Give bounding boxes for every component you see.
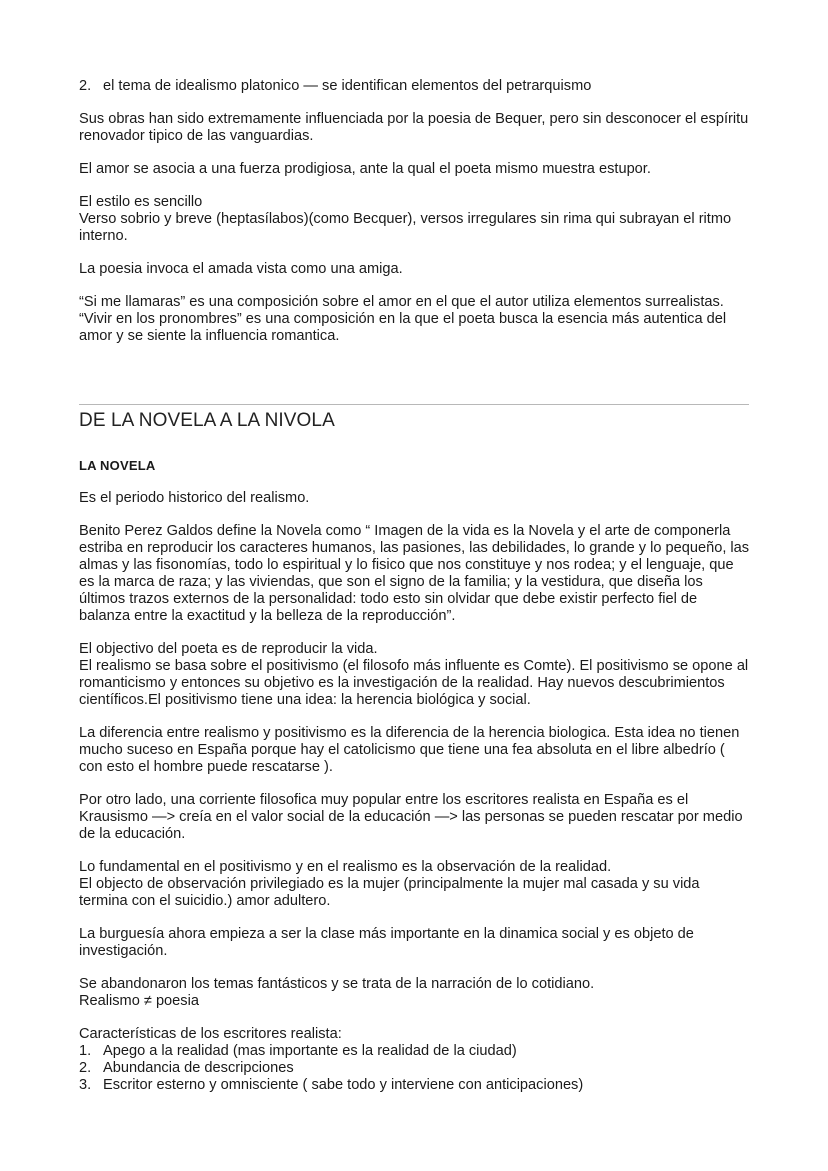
list-item-number: 3. [79, 1077, 92, 1093]
paragraph: La poesia invoca el amada vista como una amiga. [79, 261, 403, 277]
paragraph-line: Realismo ≠ poesia [79, 993, 199, 1009]
list-item-number: 2. [79, 78, 92, 94]
section-divider [79, 404, 749, 405]
paragraph: El amor se asocia a una fuerza prodigiosa, ante la qual el poeta mismo muestra estupor. [79, 161, 651, 177]
paragraph [79, 976, 751, 1010]
top-content [79, 78, 751, 361]
paragraph: Por otro lado, una corriente filosofica muy popular entre los escritores realista en España es el Krausismo —> creía en el valor social de la educación —> las personas se pueden rescatar por medio de la educación. [79, 792, 743, 842]
paragraph-line: “Vivir en los pronombres” es una composición en la que el poeta busca la esencia más autentica del amor y se siente la influencia romantica. [79, 311, 727, 344]
list-item [79, 78, 751, 95]
paragraph-line: El estilo es sencillo [79, 194, 203, 210]
paragraph-line: Se abandonaron los temas fantásticos y se trata de la narración de lo cotidiano. [79, 976, 595, 992]
paragraph-line: Lo fundamental en el positivismo y en el realismo es la observación de la realidad. [79, 859, 612, 875]
paragraph: Benito Perez Galdos define la Novela como “ Imagen de la vida es la Novela y el arte de componerla estriba en reproducir los caracteres humanos, las pasiones, las debilidades, lo grande y lo pequeño, las almas y las fisonomías, todo lo espiritual y lo fisico que nos constituye y nos rodea; y el lenguaje, que es la marca de raza; y las viviendas, que son el signo de la familia; y la vestidura, que diseña los últimos trazos externos de la personalidad: todo esto sin olvidar que debe existir perfecto fiel de balanza entre la exactitud y la belleza de la reproducción”. [79, 523, 750, 624]
paragraph-line: Verso sobrio y breve (heptasílabos)(como Becquer), versos irregulares sin rima qui subrayan el ritmo interno. [79, 211, 732, 244]
paragraph [79, 294, 751, 345]
paragraph-line: “Si me llamaras” es una composición sobre el amor en el que el autor utiliza elementos surrealistas. [79, 294, 724, 310]
list-item-number: 1. [79, 1043, 92, 1059]
section-content [79, 457, 751, 1094]
list-intro: Características de los escritores realista: [79, 1026, 342, 1042]
paragraph [79, 641, 751, 709]
list-item-text: Apego a la realidad (mas importante es la realidad de la ciudad) [103, 1043, 517, 1059]
paragraph [79, 859, 751, 910]
paragraph [79, 194, 751, 245]
paragraph-line: El objecto de observación privilegiado es la mujer (principalmente la mujer mal casada y su vida termina con el suicidio.) amor adultero. [79, 876, 700, 909]
characteristics-list [79, 1043, 751, 1094]
paragraph: Es el periodo historico del realismo. [79, 490, 310, 506]
paragraph-line: El objectivo del poeta es de reproducir la vida. [79, 641, 378, 657]
list-item-text: el tema de idealismo platonico — se identifican elementos del petrarquismo [103, 78, 592, 94]
paragraph-line: El realismo se basa sobre el positivismo (el filosofo más influente es Comte). El positivismo se opone al romanticismo y entonces su objetivo es la investigación de la realidad. Hay nuevos descubrimientos científicos.El positivismo tiene una idea: la herencia biológica y social. [79, 658, 749, 708]
list-item-text: Escritor esterno y omnisciente ( sabe todo y interviene con anticipaciones) [103, 1077, 584, 1093]
list-item [79, 1043, 751, 1060]
list-item [79, 1077, 751, 1094]
list-item-number: 2. [79, 1060, 92, 1076]
subheading: LA NOVELA [79, 458, 156, 473]
paragraph: Sus obras han sido extremamente influenciada por la poesia de Bequer, pero sin desconocer el espíritu renovador tipico de las vanguardias. [79, 111, 749, 144]
paragraph: La diferencia entre realismo y positivismo es la diferencia de la herencia biologica. Esta idea no tienen mucho suceso en España porque hay el catolicismo que tiene una fea absoluta en el libre albedrío ( con esto el hombre puede rescatarse ). [79, 725, 740, 775]
list-item-text: Abundancia de descripciones [103, 1060, 294, 1076]
list-item [79, 1060, 751, 1077]
section-title: DE LA NOVELA A LA NIVOLA [79, 410, 335, 431]
paragraph: La burguesía ahora empieza a ser la clase más importante en la dinamica social y es objeto de investigación. [79, 926, 694, 959]
